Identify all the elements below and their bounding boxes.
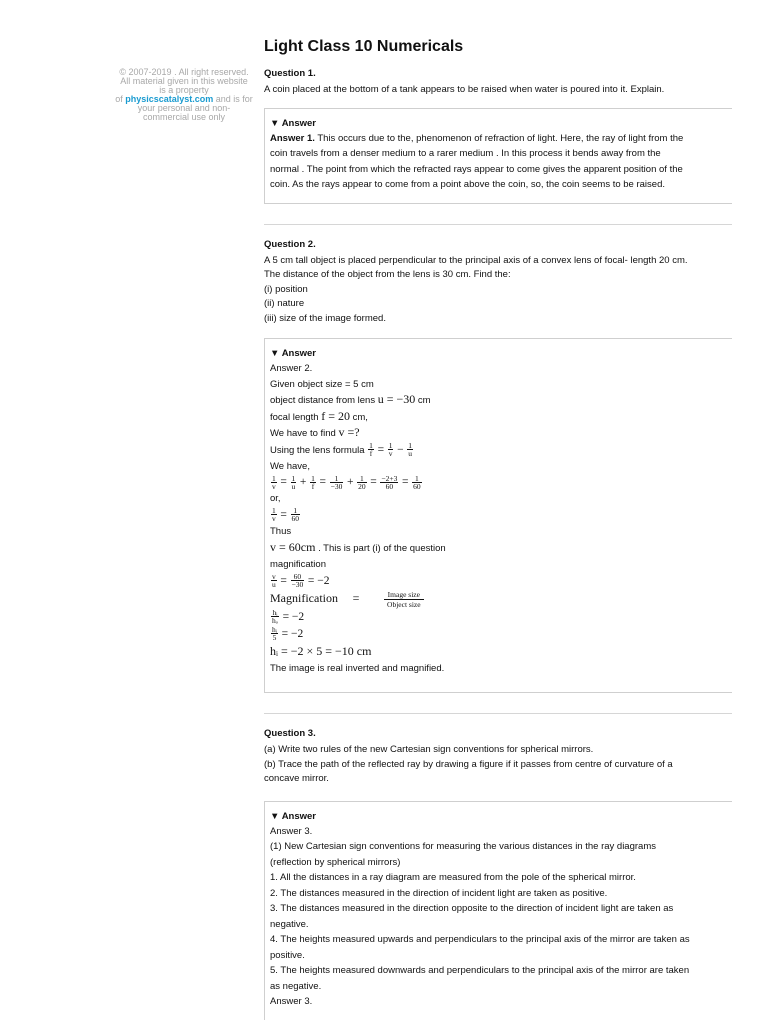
divider (264, 713, 732, 714)
lens-formula: Using the lens formula $\frac{1}{f}$ = $\frac{1}{v}$ − $\frac{1}{u}$ (270, 441, 412, 459)
answer-text: coin. As the rays appear to come from a point above the coin, so, the coin seems to be raised. (270, 179, 665, 190)
answer-text: 4. The heights measured upwards and perpendiculars to the principal axis of the mirror are taken as (270, 934, 690, 945)
answer-toggle[interactable]: ▼ Answer (270, 117, 317, 129)
answer-panel-2 (264, 338, 732, 693)
question-label: Question 2. (264, 238, 316, 250)
answer-text: object distance from lens u = −30 cm (270, 392, 431, 406)
answer-text: We have to find v =? (270, 425, 360, 439)
answer-text: We have, (270, 460, 310, 472)
notice-line: your personal and non- (137, 103, 231, 113)
answer-text: Given object size = 5 cm (270, 378, 374, 390)
answer-toggle[interactable]: ▼ Answer (270, 810, 317, 822)
page-title: Light Class 10 Numericals (264, 38, 464, 55)
question-label: Question 1. (264, 68, 316, 79)
question-text: (ii) nature (264, 298, 305, 309)
equation: $\frac{1}{v}$ = $\frac{1}{u}$ + $\frac{1}{f}$ = $\frac{1}{-30}$ + $\frac{1}{20}$ = $\frac{-2+3}{60}$ = $\frac{1}{60}$ (272, 473, 421, 491)
answer-panel-3 (264, 801, 732, 1020)
divider (264, 224, 732, 225)
answer-panel-1 (264, 108, 732, 204)
question-text: concave mirror. (264, 773, 329, 784)
copyright-line: © 2007-2019 . All right reserved. (119, 67, 249, 77)
answer-text: Answer 3. (270, 996, 313, 1007)
equation: $\frac{\text{hᵢ}}{\text{hₒ}}$ = −2 (272, 608, 305, 626)
answer-text: 1. All the distances in a ray diagram are measured from the pole of the spherical mirror. (270, 872, 636, 883)
question-label: Question 3. (264, 728, 316, 739)
notice-line: All material given in this website (120, 76, 248, 86)
answer-text: 5. The heights measured downwards and perpendiculars to the principal axis of the mirror are taken (270, 965, 690, 976)
answer-text: magnification (270, 559, 326, 570)
answer-text: or, (270, 493, 281, 504)
equation: hᵢ = −2 × 5 = −10 cm (270, 643, 372, 658)
question-text: (iii) size of the image formed. (264, 312, 386, 324)
answer-text: focal length f = 20 cm, (270, 408, 368, 423)
question-text: (b) Trace the path of the reflected ray by drawing a figure if it passes from centre of curvature of a (264, 758, 673, 770)
answer-text: 2. The distances measured in the direction of incident light are taken as positive. (270, 887, 608, 899)
question-text: (i) position (264, 283, 308, 295)
equation: v = 60cm . This is part (i) of the question (270, 540, 446, 554)
answer-title: Answer 2. (270, 363, 313, 374)
notice-line: commercial use only (142, 112, 226, 122)
answer-text: normal . The point from which the refracted rays appear to come gives the apparent position of the (270, 163, 683, 175)
notice-line: of physicscatalyst.com and is for (115, 94, 253, 104)
equation: $\frac{\text{hᵢ}}{5}$ = −2 (272, 625, 304, 643)
answer-text: The image is real inverted and magnified. (270, 662, 445, 674)
equation: $\frac{1}{v}$ = $\frac{1}{60}$ (272, 506, 300, 524)
question-text: (a) Write two rules of the new Cartesian sign conventions for spherical mirrors. (264, 744, 594, 755)
answer-toggle[interactable]: ▼ Answer (270, 348, 317, 359)
question-text: A coin placed at the bottom of a tank appears to be raised when water is poured into it. Explain. (264, 84, 665, 95)
answer-text: Thus (270, 525, 292, 537)
answer-text: coin travels from a denser medium to a rarer medium . In this process it bends away from the (270, 148, 661, 159)
equation: Magnification = Image size Object size (270, 590, 732, 609)
answer-text: positive. (270, 949, 305, 961)
answer-title: Answer 3. (270, 825, 313, 837)
answer-text: as negative. (270, 980, 322, 992)
answer-text: negative. (270, 918, 309, 930)
answer-text: (reflection by spherical mirrors) (270, 856, 401, 868)
equation: $\frac{v}{u}$ = $\frac{60}{-30}$ = −2 (272, 572, 330, 590)
question-text: A 5 cm tall object is placed perpendicular to the principal axis of a convex lens of focal- length 20 cm. (264, 254, 688, 266)
answer-text: (1) New Cartesian sign conventions for measuring the various distances in the ray diagrams (270, 841, 656, 852)
answer-text: 3. The distances measured in the direction opposite to the direction of incident light are taken as (270, 903, 674, 914)
notice-line: is a property (159, 85, 209, 95)
main-content (264, 38, 732, 1020)
copyright-notice (112, 68, 256, 122)
site-link[interactable]: physicscatalyst.com (125, 94, 214, 104)
answer-text: Answer 1. This occurs due to the, phenomenon of refraction of light. Here, the ray of light from the (270, 132, 684, 144)
question-text: The distance of the object from the lens is 30 cm. Find the: (264, 269, 511, 280)
